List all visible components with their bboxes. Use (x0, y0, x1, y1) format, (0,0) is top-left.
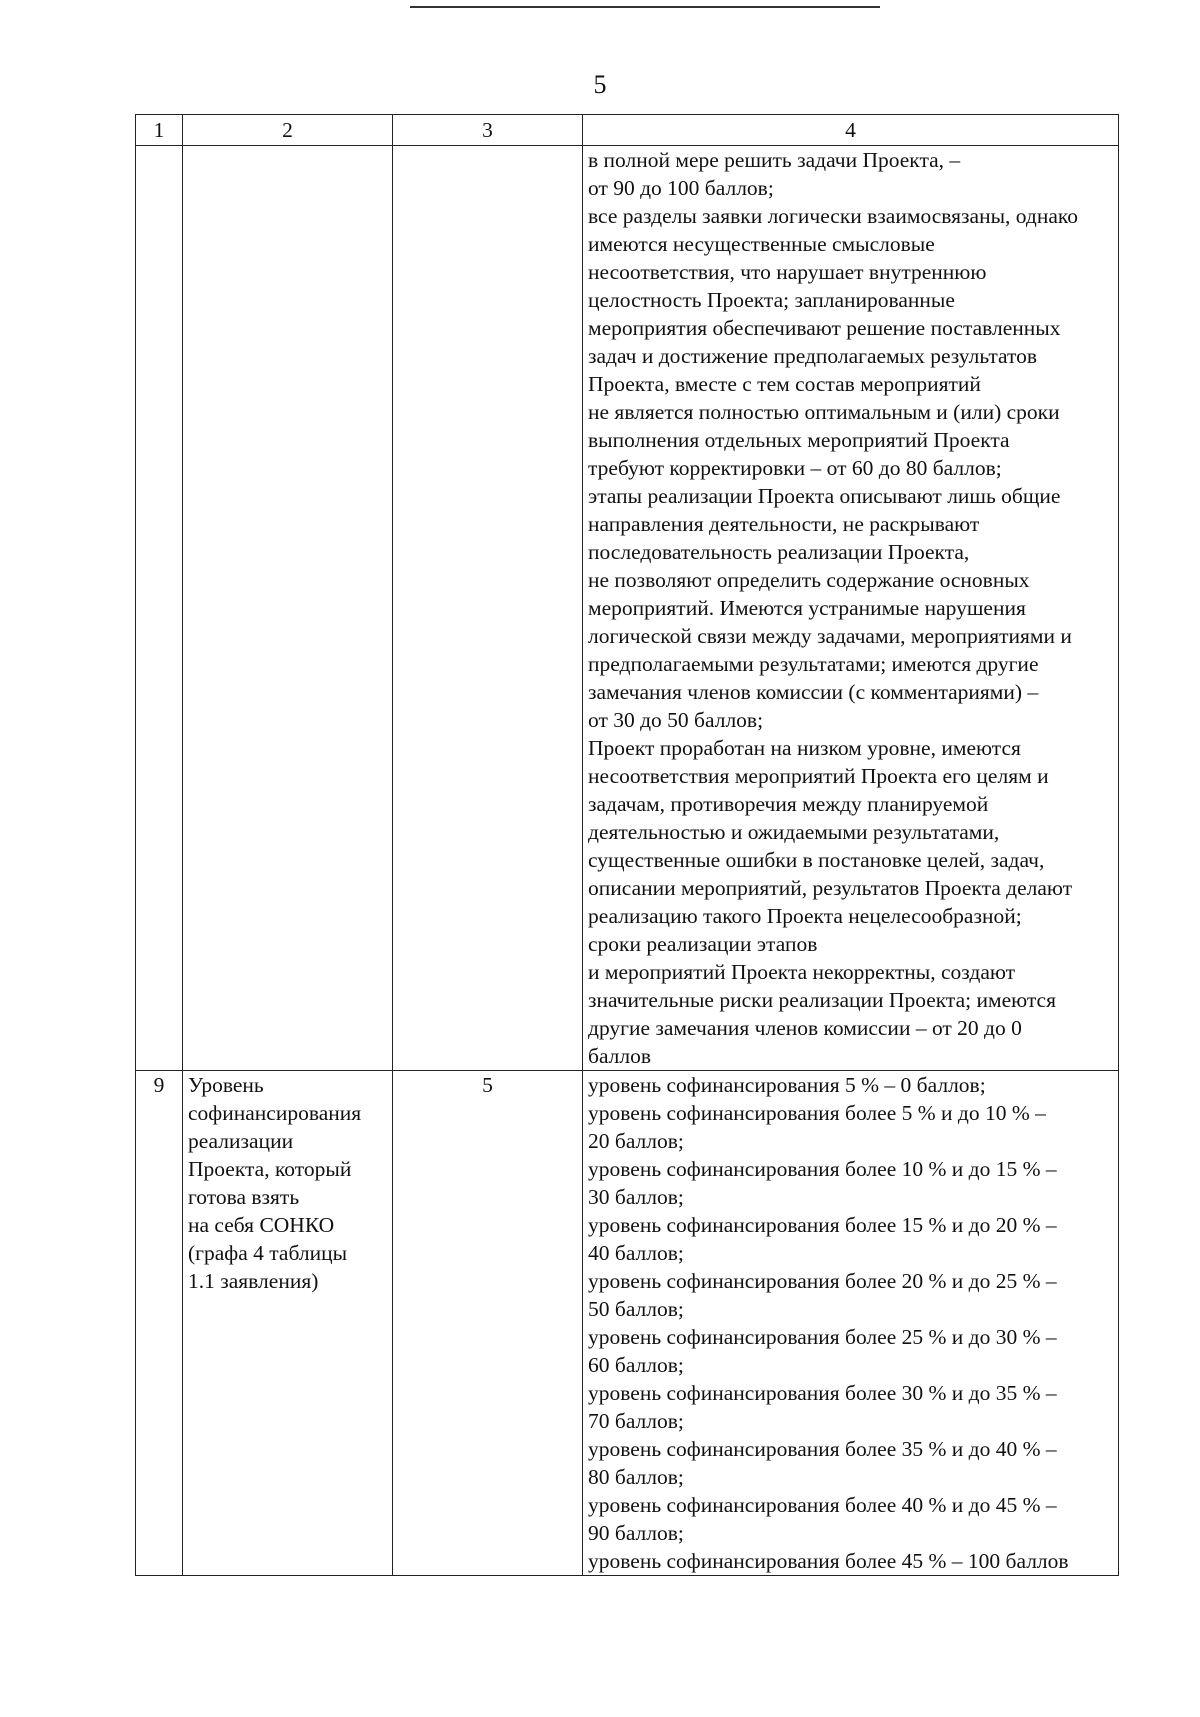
table-row-continuation (136, 146, 1119, 1071)
continuation-number-cell (136, 146, 183, 1071)
top-rule (410, 6, 880, 8)
text-line: не является полностью оптимальным и (или) сроки (588, 400, 1060, 424)
table-header-row (136, 115, 1119, 146)
text-line: уровень софинансирования более 45 % – 100 баллов (588, 1549, 1069, 1573)
text-line: на себя СОНКО (188, 1213, 335, 1237)
text-line: 50 баллов; (588, 1297, 684, 1321)
text-line: 20 баллов; (588, 1129, 684, 1153)
text-line: софинансирования (188, 1101, 362, 1125)
text-line: в полной мере решить задачи Проекта, – (588, 148, 961, 172)
text-line: не позволяют определить содержание основных (588, 568, 1030, 592)
page-number: 5 (593, 70, 607, 99)
text-line: уровень софинансирования более 5 % и до 10 % – (588, 1101, 1046, 1125)
text-line: уровень софинансирования более 40 % и до 45 % – (588, 1493, 1057, 1517)
header-cell-4: 4 (583, 115, 1119, 146)
text-line: логической связи между задачами, мероприятиями и (588, 624, 1072, 648)
header-cell-2: 2 (183, 115, 393, 146)
text-line: несоответствия мероприятий Проекта его целям и (588, 764, 1049, 788)
row9-max-score-cell: 5 (393, 1071, 583, 1576)
continuation-description-cell (583, 146, 1119, 1071)
text-line: несоответствия, что нарушает внутреннюю (588, 260, 987, 284)
text-line: все разделы заявки логически взаимосвязаны, однако (588, 204, 1078, 228)
continuation-criterion-cell (183, 146, 393, 1071)
text-line: уровень софинансирования 5 % – 0 баллов; (588, 1073, 986, 1097)
text-line: реализацию такого Проекта нецелесообразной; (588, 904, 1022, 928)
text-line: готова взять (188, 1185, 300, 1209)
text-line: требуют корректировки – от 60 до 80 баллов; (588, 456, 1002, 480)
text-line: 60 баллов; (588, 1353, 684, 1377)
row9-number-cell: 9 (136, 1071, 183, 1576)
header-cell-3: 3 (393, 115, 583, 146)
continuation-max-score-cell (393, 146, 583, 1071)
text-line: (графа 4 таблицы (188, 1241, 348, 1265)
text-line: уровень софинансирования более 20 % и до 25 % – (588, 1269, 1057, 1293)
row9-criterion-cell (183, 1071, 393, 1576)
text-line: баллов (588, 1044, 652, 1068)
text-line: существенные ошибки в постановке целей, задач, (588, 848, 1045, 872)
text-line: уровень софинансирования более 15 % и до 20 % – (588, 1213, 1057, 1237)
text-line: предполагаемыми результатами; имеются другие (588, 652, 1039, 676)
text-line: 80 баллов; (588, 1465, 684, 1489)
text-line: 1.1 заявления) (188, 1269, 319, 1293)
criteria-table (135, 114, 1119, 1576)
text-line: другие замечания членов комиссии – от 20 до 0 (588, 1016, 1022, 1040)
text-line: Проекта, который (188, 1157, 352, 1181)
text-line: этапы реализации Проекта описывают лишь общие (588, 484, 1061, 508)
header-cell-1: 1 (136, 115, 183, 146)
text-line: от 90 до 100 баллов; (588, 176, 774, 200)
text-line: сроки реализации этапов (588, 932, 818, 956)
text-line: уровень софинансирования более 30 % и до 35 % – (588, 1381, 1057, 1405)
text-line: уровень софинансирования более 35 % и до 40 % – (588, 1437, 1057, 1461)
text-line: деятельностью и ожидаемыми результатами, (588, 820, 1000, 844)
text-line: Проекта, вместе с тем состав мероприятий (588, 372, 981, 396)
row9-description-cell (583, 1071, 1119, 1576)
text-line: задач и достижение предполагаемых результатов (588, 344, 1037, 368)
text-line: Уровень (188, 1073, 264, 1097)
text-line: значительные риски реализации Проекта; имеются (588, 988, 1056, 1012)
text-line: задачам, противоречия между планируемой (588, 792, 989, 816)
text-line: целостность Проекта; запланированные (588, 288, 955, 312)
text-line: 30 баллов; (588, 1185, 684, 1209)
text-line: последовательность реализации Проекта, (588, 540, 970, 564)
text-line: уровень софинансирования более 10 % и до 15 % – (588, 1157, 1057, 1181)
text-line: и мероприятий Проекта некорректны, создают (588, 960, 1016, 984)
text-line: мероприятий. Имеются устранимые нарушения (588, 596, 1026, 620)
text-line: замечания членов комиссии (с комментариями) – (588, 680, 1039, 704)
text-line: 90 баллов; (588, 1521, 684, 1545)
text-line: направления деятельности, не раскрывают (588, 512, 980, 536)
text-line: 40 баллов; (588, 1241, 684, 1265)
text-line: уровень софинансирования более 25 % и до 30 % – (588, 1325, 1057, 1349)
table-row-9 (136, 1071, 1119, 1576)
text-line: выполнения отдельных мероприятий Проекта (588, 428, 1010, 452)
text-line: имеются несущественные смысловые (588, 232, 935, 256)
text-line: мероприятия обеспечивают решение поставленных (588, 316, 1061, 340)
text-line: описании мероприятий, результатов Проекта делают (588, 876, 1073, 900)
text-line: от 30 до 50 баллов; (588, 708, 764, 732)
text-line: реализации (188, 1129, 294, 1153)
text-line: 70 баллов; (588, 1409, 684, 1433)
text-line: Проект проработан на низком уровне, имеются (588, 736, 1021, 760)
